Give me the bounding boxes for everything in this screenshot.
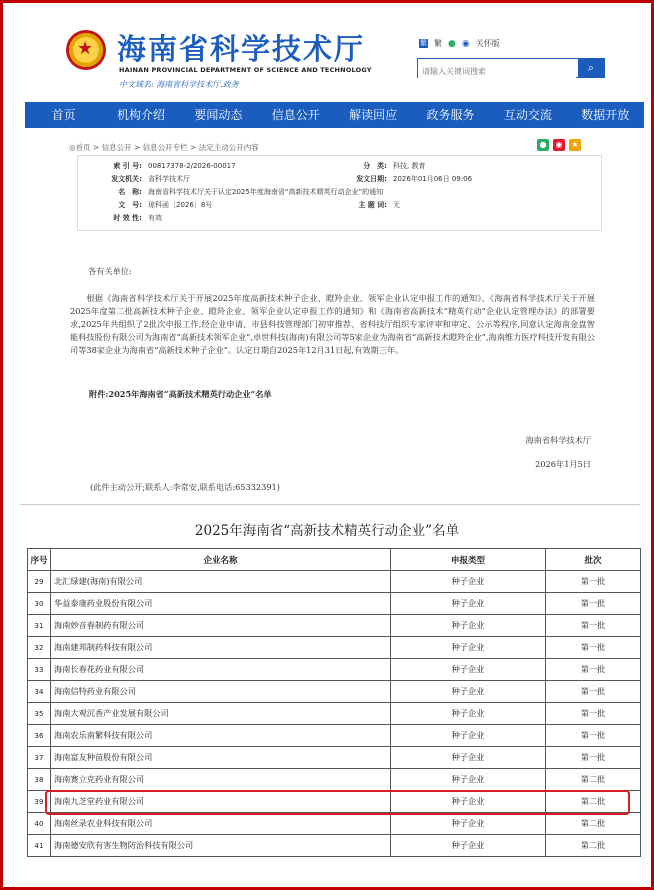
row-company: 海南妙音春制药有限公司: [51, 615, 391, 637]
row-batch: 第一批: [546, 681, 641, 703]
row-index: 32: [28, 637, 51, 659]
index-no-value: 00817378-2/2026-00017: [148, 161, 236, 170]
row-company: 北汇绿建(海南)有限公司: [51, 571, 391, 593]
table-row: [28, 769, 641, 791]
row-batch: 第一批: [546, 747, 641, 769]
table-row: [28, 659, 641, 681]
nav-item-news[interactable]: 要闻动态: [194, 108, 243, 122]
table-row: [28, 703, 641, 725]
row-index: 33: [28, 659, 51, 681]
nav-item-interpretation[interactable]: 解读回应: [349, 108, 398, 122]
row-type: 种子企业: [391, 593, 546, 615]
row-type: 种子企业: [391, 835, 546, 857]
table-row: [28, 747, 641, 769]
header-index: 序号: [28, 549, 51, 571]
row-company: 华益泰康药业股份有限公司: [51, 593, 391, 615]
table-row: [28, 637, 641, 659]
row-index: 37: [28, 747, 51, 769]
row-company: 海南富友种苗股份有限公司: [51, 747, 391, 769]
doc-no-value: 琼科函〔2026〕8号: [148, 200, 213, 209]
row-company: 海南德安欣有害生物防治科技有限公司: [51, 835, 391, 857]
table-row: [28, 725, 641, 747]
issuer-label: 发文机关:: [111, 174, 142, 183]
letter-body: 根据《海南省科学技术厅关于开展2025年度高新技术种子企业、瞪羚企业、领军企业认定申报工作的通知》、《海南省科学技术厅关于开展2025年度第二批高新技术种子企业、瞪羚企业、领军企业认定申报工作的通知》和《海南省高新技术“精英行动”企业认定管理办法》的部署要求,2025年共组织了2批次申报工作,经企业申请、市县科技管理部门初审推荐、省科技厅组织专家评审和审定、公示等程序,同意认定海南金盘智能科技股份有限公司为海南省“高新技术领军企业”,卓世科技(海南)有限公司等5家企业为海南省“高新技术瞪羚企业”,海南维力医疗科技开发有限公司等38家企业为海南省“高新技术种子企业”。认定日期自2025年12月31日起,有效期三年。: [70, 293, 595, 355]
table-row: [28, 835, 641, 857]
table-row: [28, 681, 641, 703]
row-company: 海南信特药业有限公司: [51, 681, 391, 703]
table-row: [28, 571, 641, 593]
row-batch: 第一批: [546, 593, 641, 615]
row-type: 种子企业: [391, 813, 546, 835]
row-batch: 第二批: [546, 835, 641, 857]
signature: 海南省科学技术厅: [525, 435, 591, 445]
row-type: 种子企业: [391, 659, 546, 681]
row-batch: 第一批: [546, 659, 641, 681]
row-index: 39: [28, 791, 51, 813]
topic-label: 主 题 词:: [358, 200, 387, 209]
row-batch: 第二批: [546, 813, 641, 835]
nav-item-open-data[interactable]: 数据开放: [581, 108, 630, 122]
row-index: 34: [28, 681, 51, 703]
nav-item-services[interactable]: 政务服务: [426, 108, 475, 122]
row-company: 海南农乐南繁科技有限公司: [51, 725, 391, 747]
wechat-share-icon[interactable]: ●: [537, 139, 549, 151]
row-type: 种子企业: [391, 681, 546, 703]
table-row: [28, 813, 641, 835]
national-emblem-icon: [66, 30, 106, 70]
row-index: 38: [28, 769, 51, 791]
issuer-value: 省科学技术厅: [148, 174, 190, 183]
doc-no-label: 文 号:: [118, 200, 142, 209]
row-batch: 第一批: [546, 703, 641, 725]
topic-value: 无: [393, 200, 400, 209]
site-title[interactable]: 海南省科学技术厅: [117, 32, 366, 66]
main-nav: [25, 102, 644, 128]
row-batch: 第一批: [546, 615, 641, 637]
share-icons: [537, 139, 581, 151]
wechat-icon[interactable]: ●: [448, 38, 456, 49]
favorite-icon[interactable]: ★: [569, 139, 581, 151]
nav-item-about[interactable]: 机构介绍: [117, 108, 166, 122]
nav-item-home[interactable]: 首页: [51, 108, 76, 122]
row-company: 海南长春花药业有限公司: [51, 659, 391, 681]
row-type: 种子企业: [391, 747, 546, 769]
row-index: 30: [28, 593, 51, 615]
contact-note: (此件主动公开;联系人:李常安,联系电话:65332391): [90, 482, 280, 492]
row-index: 29: [28, 571, 51, 593]
row-type: 种子企业: [391, 637, 546, 659]
row-company: 海南丝录农业科技有限公司: [51, 813, 391, 835]
row-company: 海南大观沉香产业发展有限公司: [51, 703, 391, 725]
row-company: 海南九芝堂药业有限公司: [51, 791, 391, 813]
search-box: [417, 58, 605, 78]
search-input[interactable]: [418, 64, 576, 80]
table-header-row: [28, 549, 641, 571]
category-value: 科技, 教育: [393, 161, 426, 170]
weibo-icon[interactable]: ◉: [461, 38, 470, 49]
row-batch: 第一批: [546, 571, 641, 593]
header-batch: 批次: [546, 549, 641, 571]
row-type: 种子企业: [391, 791, 546, 813]
row-batch: 第一批: [546, 637, 641, 659]
row-type: 种子企业: [391, 703, 546, 725]
doc-name-label: 名 称:: [118, 187, 142, 196]
site-slogan: 中文域名: 海南省科学技术厅.政务: [119, 80, 239, 89]
index-no-label: 索 引 号:: [113, 161, 142, 170]
row-type: 种子企业: [391, 769, 546, 791]
header-tools: [419, 38, 500, 49]
table-row: [28, 615, 641, 637]
row-index: 36: [28, 725, 51, 747]
validity-value: 有效: [148, 213, 162, 222]
breadcrumb[interactable]: ◎首页 > 信息公开 > 信息公开专栏 > 法定主动公开内容: [69, 143, 259, 152]
care-mode-link[interactable]: 关怀版: [475, 39, 500, 48]
table-title: 2025年海南省“高新技术精英行动企业”名单: [194, 523, 460, 539]
doc-name-value: 海南省科学技术厅关于认定2025年度海南省“高新技术精英行动企业”的通知: [148, 187, 384, 196]
weibo-share-icon[interactable]: ◉: [553, 139, 565, 151]
row-index: 41: [28, 835, 51, 857]
row-type: 种子企业: [391, 725, 546, 747]
header-type: 申报类型: [391, 549, 546, 571]
row-batch: 第二批: [546, 791, 641, 813]
site-header: [3, 3, 651, 101]
category-label: 分 类:: [363, 161, 387, 170]
header-company: 企业名称: [51, 549, 391, 571]
row-index: 40: [28, 813, 51, 835]
traditional-chinese-icon[interactable]: 繁: [420, 39, 427, 47]
site-title-english: HAINAN PROVINCIAL DEPARTMENT OF SCIENCE AND TECHNOLOGY: [119, 66, 372, 74]
row-batch: 第一批: [546, 725, 641, 747]
date-value: 2026年01月06日 09:06: [393, 174, 473, 183]
table-row: [28, 593, 641, 615]
letter-greeting: 各有关单位:: [88, 266, 132, 276]
section-divider: [20, 504, 640, 505]
search-icon: ⌕: [587, 61, 595, 74]
document-metadata: [77, 155, 602, 231]
row-highlight-outline: [45, 790, 630, 815]
row-index: 35: [28, 703, 51, 725]
nav-item-disclosure[interactable]: 信息公开: [271, 108, 320, 122]
validity-label: 时 效 性:: [113, 213, 142, 222]
row-type: 种子企业: [391, 571, 546, 593]
row-batch: 第二批: [546, 769, 641, 791]
attachment-title[interactable]: 附件:2025年海南省“高新技术精英行动企业”名单: [89, 389, 272, 399]
row-type: 种子企业: [391, 615, 546, 637]
search-button[interactable]: [578, 59, 604, 77]
row-index: 31: [28, 615, 51, 637]
row-company: 海南建邦制药科技有限公司: [51, 637, 391, 659]
nav-item-interaction[interactable]: 互动交流: [503, 108, 552, 122]
signature-date: 2026年1月5日: [535, 459, 591, 469]
traditional-chinese-link[interactable]: 繁: [434, 39, 442, 48]
date-label: 发文日期:: [356, 174, 387, 183]
row-company: 海南赛立克药业有限公司: [51, 769, 391, 791]
